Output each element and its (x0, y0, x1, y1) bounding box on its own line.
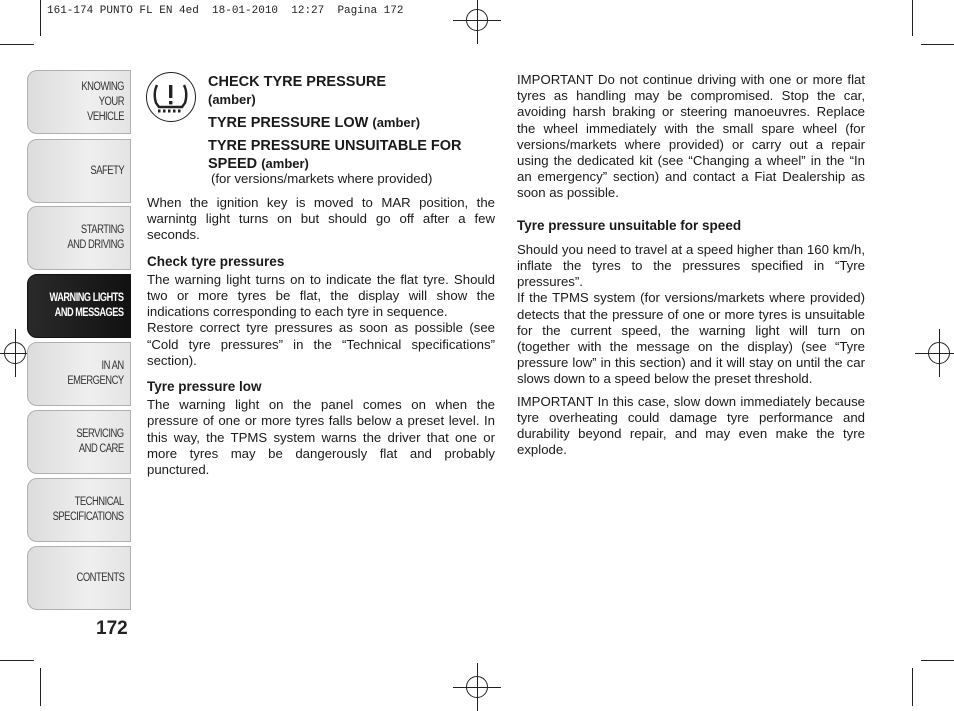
title-amber-note: (amber) (372, 115, 421, 130)
print-header: 161-174 PUNTO FL EN 4ed 18-01-2010 12:27 Pagina 172 (47, 5, 404, 17)
tab-servicing-and-care[interactable] (27, 410, 131, 474)
tab-safety[interactable] (27, 139, 131, 203)
body-paragraph: The warning light on the panel comes on when the pressure of one or more tyres falls below a preset level. In this way, the TPMS system warns the driver that one or more tyres may be dangerously flat and probably punctured. (147, 397, 495, 478)
body-paragraph: The warning light turns on to indicate the flat tyre. Should two or more tyres be flat, the display will show the indications corresponding to each tyre in sequence. (147, 271, 495, 320)
title-amber-note: (amber) (208, 92, 256, 107)
tab-technical-specifications[interactable] (27, 478, 131, 542)
tab-label: IN AN EMERGENCY (67, 360, 124, 387)
registration-mark (4, 342, 26, 364)
tab-label: WARNING LIGHTS AND MESSAGES (49, 292, 124, 319)
tab-label: TECHNICAL SPECIFICATIONS (52, 496, 124, 523)
left-column (147, 195, 495, 478)
tab-label: STARTING AND DRIVING (67, 224, 124, 251)
right-column (517, 72, 865, 458)
tab-in-an-emergency[interactable] (27, 342, 131, 406)
important-note: IMPORTANT In this case, slow down immediately because tyre overheating could damage tyre performance and durability beyond repair, and may even make the tyre explode. (517, 393, 865, 458)
tab-starting-and-driving[interactable] (27, 206, 131, 270)
page-number: 172 (96, 618, 128, 639)
tab-contents[interactable] (27, 546, 131, 610)
crop-mark (921, 44, 954, 45)
heading-tyre-pressure-unsuitable-for-speed: Tyre pressure unsuitable for speed (517, 217, 742, 233)
registration-mark (466, 676, 488, 698)
body-paragraph: Restore correct tyre pressures as soon as possible (see “Cold tyre pressures” in the “Technical specifications” section). (147, 320, 495, 368)
tab-knowing-your-vehicle[interactable] (27, 70, 131, 134)
title-tyre-pressure-low (208, 114, 498, 132)
title-amber-note: (amber) (261, 156, 309, 171)
crop-mark (0, 660, 34, 661)
title-text: TYRE PRESSURE UNSUITABLE FOR SPEED (208, 138, 462, 172)
tab-label: SERVICING AND CARE (76, 428, 124, 455)
body-paragraph: If the TPMS system (for versions/markets where provided) detects that the pressure of one or more tyres is unsuitable for the current speed, the warning light will turn on (together with the message on the display) (see “Tyre pressure low” in this section) and it will stay on until the car slows down to a speed below the preset threshold. (517, 290, 865, 387)
crop-mark (921, 660, 954, 661)
title-tyre-pressure-unsuitable (208, 138, 498, 173)
body-paragraph: Should you need to travel at a speed higher than 160 km/h, inflate the tyres to the pressures specified in “Tyre pressures”. (517, 241, 865, 290)
crop-mark (40, 0, 41, 36)
tab-label: KNOWING YOUR VEHICLE (81, 80, 124, 123)
tab-label: SAFETY (90, 164, 124, 177)
title-check-tyre-pressure: CHECK TYRE PRESSURE (208, 74, 387, 90)
registration-mark (928, 342, 950, 364)
title-block (208, 74, 498, 173)
intro-paragraph: When the ignition key is moved to MAR position, the warnintg light turns on but should go off after a few seconds. (147, 195, 495, 243)
tyre-pressure-warning-icon (146, 72, 196, 122)
heading-tyre-pressure-low: Tyre pressure low (147, 379, 262, 395)
important-note: IMPORTANT Do not continue driving with one or more flat tyres as handling may be compromised. Stop the car, avoiding harsh braking or steering manoeuvres. Replace the wheel immediately with the small spare wheel (for versions/markets where provided) or carry out a repair using the dedicated kit (see “Changing a wheel” in the “In an emergency” section) and contact a Fiat Dealership as soon as possible. (517, 72, 865, 201)
crop-mark (912, 0, 913, 36)
tab-warning-lights-and-messages[interactable] (27, 274, 131, 338)
crop-mark (0, 44, 34, 45)
tab-label: CONTENTS (76, 571, 124, 584)
registration-mark (466, 9, 488, 31)
heading-check-tyre-pressures: Check tyre pressures (147, 253, 285, 269)
title-versions-note: (for versions/markets where provided) (211, 171, 433, 186)
crop-mark (40, 668, 41, 706)
crop-mark (912, 668, 913, 706)
title-text: TYRE PRESSURE LOW (208, 115, 369, 131)
